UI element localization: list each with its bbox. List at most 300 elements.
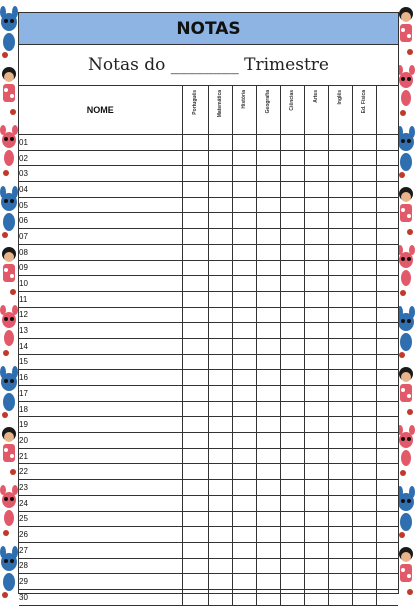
grade-cell[interactable]: [304, 229, 328, 245]
student-number-cell[interactable]: 28: [19, 558, 182, 574]
grade-cell[interactable]: [304, 495, 328, 511]
grade-cell[interactable]: [182, 213, 208, 229]
grade-cell[interactable]: [328, 401, 352, 417]
grade-cell[interactable]: [328, 511, 352, 527]
grade-cell[interactable]: [280, 197, 304, 213]
grade-cell[interactable]: [208, 386, 232, 402]
grade-cell[interactable]: [352, 166, 376, 182]
grade-cell[interactable]: [328, 354, 352, 370]
grade-cell[interactable]: [376, 370, 398, 386]
grade-cell[interactable]: [182, 276, 208, 292]
grade-cell[interactable]: [280, 229, 304, 245]
grade-cell[interactable]: [182, 166, 208, 182]
grade-cell[interactable]: [376, 495, 398, 511]
grade-cell[interactable]: [256, 244, 280, 260]
grade-cell[interactable]: [376, 213, 398, 229]
grade-cell[interactable]: [182, 448, 208, 464]
student-number-cell[interactable]: 18: [19, 401, 182, 417]
grade-cell[interactable]: [352, 260, 376, 276]
grade-cell[interactable]: [208, 574, 232, 590]
grade-cell[interactable]: [232, 307, 256, 323]
grade-cell[interactable]: [328, 433, 352, 449]
grade-cell[interactable]: [256, 480, 280, 496]
grade-cell[interactable]: [208, 150, 232, 166]
grade-cell[interactable]: [328, 166, 352, 182]
grade-cell[interactable]: [208, 213, 232, 229]
grade-cell[interactable]: [352, 417, 376, 433]
grade-cell[interactable]: [232, 166, 256, 182]
grade-cell[interactable]: [208, 323, 232, 339]
grade-cell[interactable]: [376, 464, 398, 480]
grade-cell[interactable]: [304, 338, 328, 354]
grade-cell[interactable]: [328, 495, 352, 511]
grade-cell[interactable]: [304, 542, 328, 558]
grade-cell[interactable]: [280, 386, 304, 402]
grade-cell[interactable]: [208, 197, 232, 213]
grade-cell[interactable]: [328, 291, 352, 307]
grade-cell[interactable]: [280, 511, 304, 527]
grade-cell[interactable]: [256, 229, 280, 245]
grade-cell[interactable]: [352, 213, 376, 229]
grade-cell[interactable]: [304, 260, 328, 276]
grade-cell[interactable]: [256, 448, 280, 464]
grade-cell[interactable]: [280, 291, 304, 307]
grade-cell[interactable]: [256, 589, 280, 605]
grade-cell[interactable]: [280, 150, 304, 166]
grade-cell[interactable]: [376, 182, 398, 198]
student-number-cell[interactable]: 05: [19, 197, 182, 213]
grade-cell[interactable]: [376, 386, 398, 402]
grade-cell[interactable]: [232, 260, 256, 276]
grade-cell[interactable]: [280, 244, 304, 260]
student-number-cell[interactable]: 21: [19, 448, 182, 464]
grade-cell[interactable]: [256, 558, 280, 574]
grade-cell[interactable]: [376, 150, 398, 166]
grade-cell[interactable]: [280, 354, 304, 370]
grade-cell[interactable]: [352, 338, 376, 354]
grade-cell[interactable]: [232, 417, 256, 433]
grade-cell[interactable]: [232, 338, 256, 354]
student-number-cell[interactable]: 25: [19, 511, 182, 527]
grade-cell[interactable]: [208, 307, 232, 323]
grade-cell[interactable]: [304, 213, 328, 229]
grade-cell[interactable]: [232, 480, 256, 496]
grade-cell[interactable]: [208, 527, 232, 543]
grade-cell[interactable]: [208, 135, 232, 151]
grade-cell[interactable]: [208, 370, 232, 386]
grade-cell[interactable]: [208, 338, 232, 354]
grade-cell[interactable]: [304, 464, 328, 480]
grade-cell[interactable]: [256, 527, 280, 543]
grade-cell[interactable]: [328, 386, 352, 402]
grade-cell[interactable]: [280, 480, 304, 496]
grade-cell[interactable]: [182, 150, 208, 166]
grade-cell[interactable]: [304, 448, 328, 464]
student-number-cell[interactable]: 10: [19, 276, 182, 292]
grade-cell[interactable]: [256, 182, 280, 198]
grade-cell[interactable]: [256, 542, 280, 558]
grade-cell[interactable]: [328, 464, 352, 480]
grade-cell[interactable]: [280, 276, 304, 292]
grade-cell[interactable]: [352, 182, 376, 198]
grade-cell[interactable]: [376, 229, 398, 245]
grade-cell[interactable]: [182, 527, 208, 543]
grade-cell[interactable]: [280, 370, 304, 386]
grade-cell[interactable]: [376, 197, 398, 213]
grade-cell[interactable]: [280, 542, 304, 558]
grade-cell[interactable]: [182, 182, 208, 198]
student-number-cell[interactable]: 15: [19, 354, 182, 370]
grade-cell[interactable]: [304, 182, 328, 198]
grade-cell[interactable]: [376, 276, 398, 292]
grade-cell[interactable]: [208, 589, 232, 605]
grade-cell[interactable]: [376, 448, 398, 464]
grade-cell[interactable]: [182, 464, 208, 480]
grade-cell[interactable]: [376, 244, 398, 260]
grade-cell[interactable]: [352, 511, 376, 527]
grade-cell[interactable]: [256, 135, 280, 151]
grade-cell[interactable]: [304, 244, 328, 260]
grade-cell[interactable]: [352, 197, 376, 213]
student-number-cell[interactable]: 12: [19, 307, 182, 323]
grade-cell[interactable]: [328, 542, 352, 558]
grade-cell[interactable]: [352, 135, 376, 151]
grade-cell[interactable]: [208, 260, 232, 276]
grade-cell[interactable]: [352, 386, 376, 402]
grade-cell[interactable]: [304, 558, 328, 574]
grade-cell[interactable]: [376, 401, 398, 417]
grade-cell[interactable]: [182, 307, 208, 323]
grade-cell[interactable]: [280, 260, 304, 276]
student-number-cell[interactable]: 19: [19, 417, 182, 433]
grade-cell[interactable]: [304, 307, 328, 323]
grade-cell[interactable]: [328, 370, 352, 386]
grade-cell[interactable]: [208, 511, 232, 527]
grade-cell[interactable]: [232, 542, 256, 558]
grade-cell[interactable]: [352, 370, 376, 386]
grade-cell[interactable]: [376, 558, 398, 574]
grade-cell[interactable]: [376, 417, 398, 433]
grade-cell[interactable]: [304, 150, 328, 166]
grade-cell[interactable]: [328, 229, 352, 245]
grade-cell[interactable]: [182, 197, 208, 213]
grade-cell[interactable]: [232, 370, 256, 386]
grade-cell[interactable]: [280, 464, 304, 480]
grade-cell[interactable]: [208, 229, 232, 245]
grade-cell[interactable]: [182, 244, 208, 260]
grade-cell[interactable]: [328, 276, 352, 292]
student-number-cell[interactable]: 11: [19, 291, 182, 307]
grade-cell[interactable]: [280, 558, 304, 574]
grade-cell[interactable]: [328, 307, 352, 323]
grade-cell[interactable]: [352, 433, 376, 449]
grade-cell[interactable]: [208, 448, 232, 464]
grade-cell[interactable]: [328, 323, 352, 339]
grade-cell[interactable]: [232, 323, 256, 339]
grade-cell[interactable]: [328, 574, 352, 590]
grade-cell[interactable]: [182, 229, 208, 245]
grade-cell[interactable]: [376, 166, 398, 182]
grade-cell[interactable]: [232, 401, 256, 417]
grade-cell[interactable]: [304, 291, 328, 307]
grade-cell[interactable]: [328, 135, 352, 151]
grade-cell[interactable]: [352, 244, 376, 260]
student-number-cell[interactable]: 09: [19, 260, 182, 276]
student-number-cell[interactable]: 02: [19, 150, 182, 166]
grade-cell[interactable]: [182, 574, 208, 590]
grade-cell[interactable]: [232, 150, 256, 166]
grade-cell[interactable]: [304, 589, 328, 605]
student-number-cell[interactable]: 07: [19, 229, 182, 245]
grade-cell[interactable]: [352, 558, 376, 574]
grade-cell[interactable]: [376, 574, 398, 590]
grade-cell[interactable]: [328, 417, 352, 433]
grade-cell[interactable]: [208, 244, 232, 260]
grade-cell[interactable]: [280, 527, 304, 543]
grade-cell[interactable]: [182, 386, 208, 402]
grade-cell[interactable]: [280, 495, 304, 511]
grade-cell[interactable]: [280, 401, 304, 417]
grade-cell[interactable]: [232, 433, 256, 449]
grade-cell[interactable]: [256, 323, 280, 339]
student-number-cell[interactable]: 23: [19, 480, 182, 496]
student-number-cell[interactable]: 17: [19, 386, 182, 402]
grade-cell[interactable]: [352, 589, 376, 605]
grade-cell[interactable]: [182, 542, 208, 558]
student-number-cell[interactable]: 08: [19, 244, 182, 260]
grade-cell[interactable]: [352, 574, 376, 590]
grade-cell[interactable]: [304, 433, 328, 449]
grade-cell[interactable]: [352, 229, 376, 245]
grade-cell[interactable]: [280, 448, 304, 464]
grade-cell[interactable]: [304, 166, 328, 182]
grade-cell[interactable]: [304, 135, 328, 151]
grade-cell[interactable]: [328, 558, 352, 574]
grade-cell[interactable]: [232, 229, 256, 245]
grade-cell[interactable]: [208, 433, 232, 449]
grade-cell[interactable]: [256, 495, 280, 511]
grade-cell[interactable]: [280, 135, 304, 151]
grade-cell[interactable]: [280, 307, 304, 323]
grade-cell[interactable]: [256, 433, 280, 449]
grade-cell[interactable]: [232, 276, 256, 292]
grade-cell[interactable]: [232, 448, 256, 464]
student-number-cell[interactable]: 01: [19, 135, 182, 151]
grade-cell[interactable]: [304, 323, 328, 339]
grade-cell[interactable]: [256, 354, 280, 370]
grade-cell[interactable]: [304, 527, 328, 543]
student-number-cell[interactable]: 22: [19, 464, 182, 480]
grade-cell[interactable]: [208, 401, 232, 417]
grade-cell[interactable]: [182, 291, 208, 307]
grade-cell[interactable]: [256, 401, 280, 417]
student-number-cell[interactable]: 24: [19, 495, 182, 511]
grade-cell[interactable]: [304, 574, 328, 590]
grade-cell[interactable]: [232, 495, 256, 511]
grade-cell[interactable]: [304, 480, 328, 496]
student-number-cell[interactable]: 27: [19, 542, 182, 558]
grade-cell[interactable]: [232, 197, 256, 213]
grade-cell[interactable]: [232, 213, 256, 229]
grade-cell[interactable]: [208, 354, 232, 370]
student-number-cell[interactable]: 13: [19, 323, 182, 339]
grade-cell[interactable]: [256, 166, 280, 182]
grade-cell[interactable]: [352, 480, 376, 496]
grade-cell[interactable]: [208, 166, 232, 182]
grade-cell[interactable]: [232, 354, 256, 370]
grade-cell[interactable]: [182, 260, 208, 276]
grade-cell[interactable]: [280, 338, 304, 354]
grade-cell[interactable]: [232, 386, 256, 402]
grade-cell[interactable]: [328, 213, 352, 229]
student-number-cell[interactable]: 04: [19, 182, 182, 198]
grade-cell[interactable]: [182, 338, 208, 354]
grade-cell[interactable]: [256, 150, 280, 166]
grade-cell[interactable]: [182, 135, 208, 151]
grade-cell[interactable]: [328, 480, 352, 496]
grade-cell[interactable]: [376, 323, 398, 339]
grade-cell[interactable]: [280, 589, 304, 605]
grade-cell[interactable]: [328, 182, 352, 198]
grade-cell[interactable]: [256, 276, 280, 292]
grade-cell[interactable]: [232, 464, 256, 480]
grade-cell[interactable]: [328, 244, 352, 260]
grade-cell[interactable]: [304, 197, 328, 213]
grade-cell[interactable]: [352, 401, 376, 417]
grade-cell[interactable]: [256, 511, 280, 527]
grade-cell[interactable]: [256, 417, 280, 433]
grade-cell[interactable]: [352, 291, 376, 307]
grade-cell[interactable]: [208, 558, 232, 574]
grade-cell[interactable]: [280, 182, 304, 198]
grade-cell[interactable]: [182, 323, 208, 339]
grade-cell[interactable]: [256, 338, 280, 354]
grade-cell[interactable]: [256, 370, 280, 386]
grade-cell[interactable]: [208, 480, 232, 496]
grade-cell[interactable]: [182, 589, 208, 605]
grade-cell[interactable]: [208, 291, 232, 307]
grade-cell[interactable]: [280, 574, 304, 590]
grade-cell[interactable]: [328, 260, 352, 276]
student-number-cell[interactable]: 29: [19, 574, 182, 590]
student-number-cell[interactable]: 30: [19, 589, 182, 605]
grade-cell[interactable]: [256, 197, 280, 213]
grade-cell[interactable]: [182, 433, 208, 449]
grade-cell[interactable]: [352, 448, 376, 464]
grade-cell[interactable]: [182, 417, 208, 433]
grade-cell[interactable]: [328, 150, 352, 166]
grade-cell[interactable]: [232, 574, 256, 590]
grade-cell[interactable]: [328, 527, 352, 543]
grade-cell[interactable]: [280, 433, 304, 449]
grade-cell[interactable]: [182, 354, 208, 370]
grade-cell[interactable]: [232, 135, 256, 151]
grade-cell[interactable]: [232, 511, 256, 527]
grade-cell[interactable]: [208, 495, 232, 511]
grade-cell[interactable]: [304, 417, 328, 433]
grade-cell[interactable]: [182, 370, 208, 386]
grade-cell[interactable]: [232, 182, 256, 198]
grade-cell[interactable]: [376, 542, 398, 558]
grade-cell[interactable]: [256, 213, 280, 229]
grade-cell[interactable]: [232, 527, 256, 543]
student-number-cell[interactable]: 03: [19, 166, 182, 182]
grade-cell[interactable]: [352, 323, 376, 339]
grade-cell[interactable]: [256, 386, 280, 402]
grade-cell[interactable]: [376, 511, 398, 527]
grade-cell[interactable]: [208, 542, 232, 558]
grade-cell[interactable]: [328, 338, 352, 354]
grade-cell[interactable]: [376, 338, 398, 354]
grade-cell[interactable]: [256, 307, 280, 323]
grade-cell[interactable]: [376, 527, 398, 543]
grade-cell[interactable]: [256, 574, 280, 590]
grade-cell[interactable]: [352, 276, 376, 292]
grade-cell[interactable]: [208, 276, 232, 292]
grade-cell[interactable]: [256, 464, 280, 480]
grade-cell[interactable]: [232, 244, 256, 260]
grade-cell[interactable]: [352, 464, 376, 480]
grade-cell[interactable]: [256, 291, 280, 307]
grade-cell[interactable]: [182, 401, 208, 417]
student-number-cell[interactable]: 14: [19, 338, 182, 354]
grade-cell[interactable]: [182, 480, 208, 496]
student-number-cell[interactable]: 20: [19, 433, 182, 449]
grade-cell[interactable]: [182, 558, 208, 574]
grade-cell[interactable]: [352, 150, 376, 166]
grade-cell[interactable]: [352, 495, 376, 511]
grade-cell[interactable]: [182, 511, 208, 527]
grade-cell[interactable]: [280, 166, 304, 182]
grade-cell[interactable]: [376, 291, 398, 307]
grade-cell[interactable]: [376, 135, 398, 151]
grade-cell[interactable]: [352, 527, 376, 543]
grade-cell[interactable]: [352, 542, 376, 558]
grade-cell[interactable]: [328, 197, 352, 213]
grade-cell[interactable]: [280, 213, 304, 229]
grade-cell[interactable]: [376, 433, 398, 449]
grade-cell[interactable]: [232, 558, 256, 574]
grade-cell[interactable]: [280, 417, 304, 433]
grade-cell[interactable]: [208, 464, 232, 480]
student-number-cell[interactable]: 06: [19, 213, 182, 229]
grade-cell[interactable]: [304, 401, 328, 417]
grade-cell[interactable]: [376, 260, 398, 276]
grade-cell[interactable]: [376, 354, 398, 370]
grade-cell[interactable]: [304, 354, 328, 370]
grade-cell[interactable]: [304, 370, 328, 386]
grade-cell[interactable]: [376, 589, 398, 605]
grade-cell[interactable]: [280, 323, 304, 339]
grade-cell[interactable]: [376, 307, 398, 323]
grade-cell[interactable]: [352, 354, 376, 370]
grade-cell[interactable]: [328, 448, 352, 464]
grade-cell[interactable]: [208, 417, 232, 433]
grade-cell[interactable]: [304, 276, 328, 292]
student-number-cell[interactable]: 16: [19, 370, 182, 386]
grade-cell[interactable]: [256, 260, 280, 276]
grade-cell[interactable]: [182, 495, 208, 511]
grade-cell[interactable]: [376, 480, 398, 496]
grade-cell[interactable]: [352, 307, 376, 323]
grade-cell[interactable]: [304, 511, 328, 527]
grade-cell[interactable]: [232, 291, 256, 307]
grade-cell[interactable]: [232, 589, 256, 605]
grade-cell[interactable]: [328, 589, 352, 605]
grade-cell[interactable]: [208, 182, 232, 198]
grade-cell[interactable]: [304, 386, 328, 402]
student-number-cell[interactable]: 26: [19, 527, 182, 543]
